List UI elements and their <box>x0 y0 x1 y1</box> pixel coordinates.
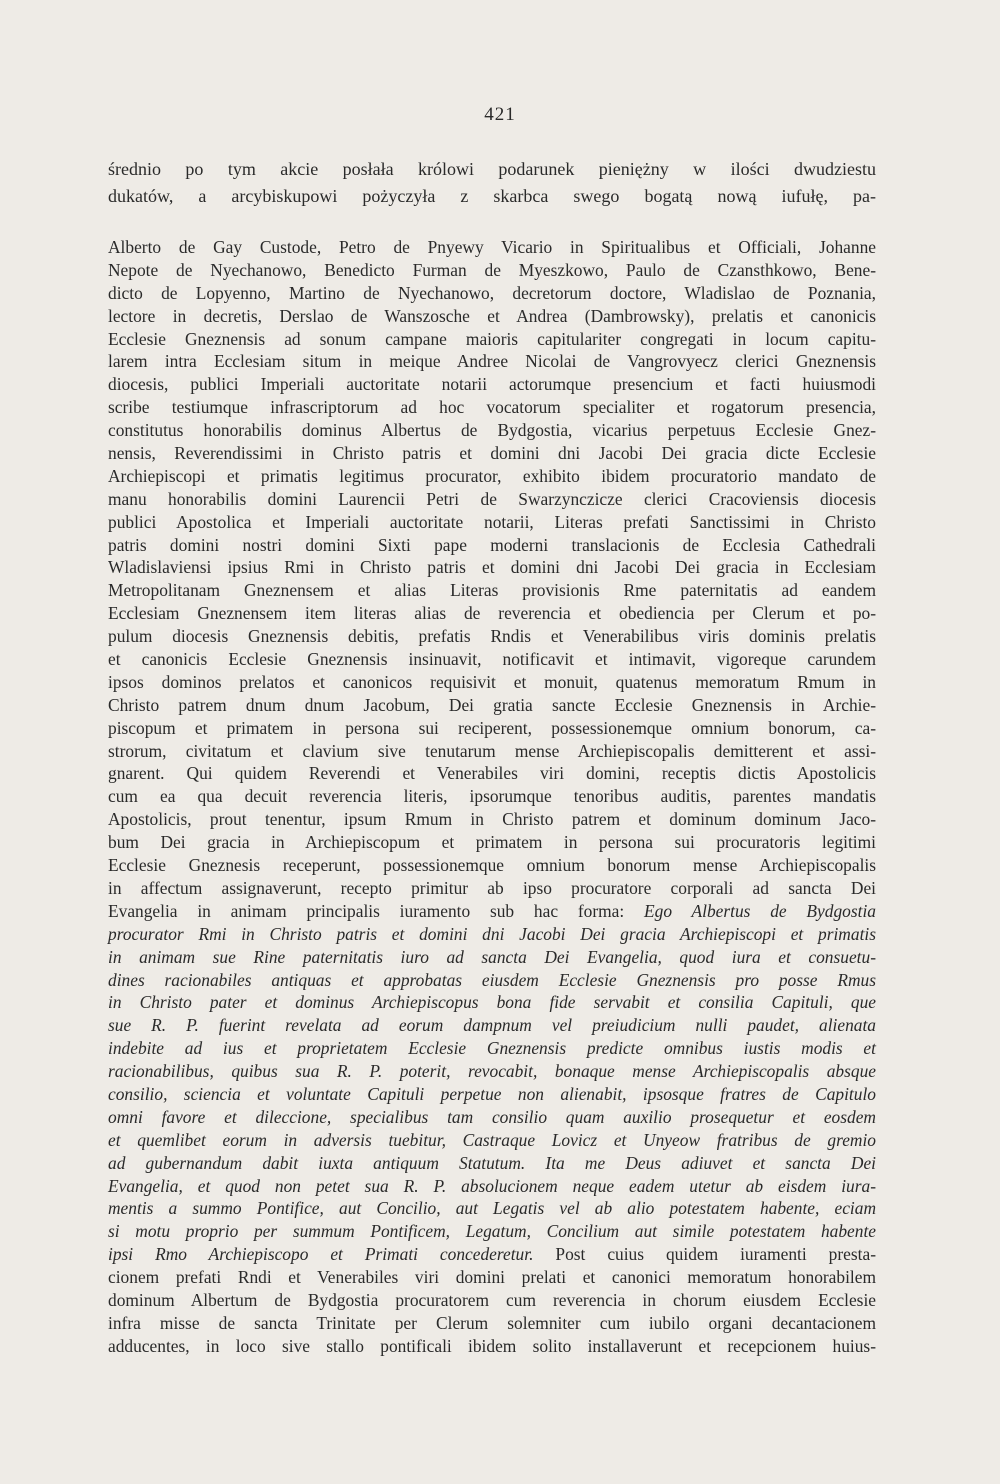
text-line: Nepote de Nyechanowo, Benedicto Furman de Myeszkowo, Paulo de Czansthkowo, Bene- <box>108 259 876 280</box>
text-line: mentis a summo Pontifice, aut Concilio, aut Legatis vel ab alio potestatem habente, eciam <box>108 1198 876 1219</box>
text-line: ipsos dominos prelatos et canonicos requisivit et monuit, quatenus memoratum Rmum in <box>108 671 876 692</box>
text-line: et quemlibet eorum in adversis tuebitur, Castraque Lovicz et Unyeow fratribus de gremio <box>108 1129 876 1150</box>
text-line: in Christo pater et dominus Archiepiscopus bona fide servabit et consilia Capituli, que <box>108 992 876 1013</box>
text-line: Ecclesie Gneznesis receperunt, possessionemque omnium bonorum mense Archiepiscopalis <box>108 855 876 876</box>
text-line: consilio, sciencia et voluntate Capituli perpetue non alienabit, ipsosque fratres de Capitulo <box>108 1083 876 1104</box>
roman-segment: Post cuius quidem iuramenti presta- <box>533 1244 876 1265</box>
text-line: strorum, civitatum et clavium sive tenutarum mense Archiepiscopalis demitterent et assi- <box>108 740 876 761</box>
text-line: Christo patrem dnum dnum Jacobum, Dei gratia sancte Ecclesie Gneznensis in Archie- <box>108 694 876 715</box>
text-line: dukatów, a arcybiskupowi pożyczyła z skarbca swego bogatą nową iufułę, pa- <box>108 186 876 206</box>
text-line <box>108 1243 876 1266</box>
text-line: si motu proprio per summum Pontificem, Legatum, Concilium aut simile potestatem habente <box>108 1221 876 1242</box>
text-line: omni favore et dileccione, specialibus tam consilio quam auxilio prosequetur et eosdem <box>108 1106 876 1127</box>
text-line: Ecclesiam Gneznensem item literas alias de reverencia et obediencia per Clerum et po- <box>108 603 876 624</box>
text-line: pulum diocesis Gneznensis debitis, prefatis Rndis et Venerabilibus viris dominis prelatis <box>108 626 876 647</box>
text-line: et canonicis Ecclesie Gneznensis insinuavit, notificavit et intimavit, vigoreque carundem <box>108 649 876 670</box>
text-line: larem intra Ecclesiam situm in meique Andree Nicolai de Vangrovyecz clerici Gneznensis <box>108 351 876 372</box>
text-line: racionabilibus, quibus sua R. P. poterit, revocabit, bonaque mense Archiepiscopalis absque <box>108 1061 876 1082</box>
latin-charter-text <box>108 236 876 1358</box>
text-line: infra misse de sancta Trinitate per Clerum solemniter cum iubilo organi decantacionem <box>108 1312 876 1333</box>
text-line: publici Apostolica et Imperiali auctoritate notarii, Literas prefati Sanctissimi in Christo <box>108 511 876 532</box>
text-line: bum Dei gracia in Archiepiscopum et primatem in persona sui procuratoris legitimi <box>108 832 876 853</box>
text-line: Ecclesie Gneznensis ad sonum campane maioris capitulariter congregati in locum capitu- <box>108 328 876 349</box>
text-line: constitutus honorabilis dominus Albertus de Bydgostia, vicarius perpetuus Ecclesie Gnez- <box>108 420 876 441</box>
text-line: in affectum assignaverunt, recepto primitur ab ipso procuratore corporali ad sancta Dei <box>108 877 876 898</box>
text-line: dines racionabiles antiquas et approbatas eiusdem Ecclesie Gneznensis pro posse Rmus <box>108 969 876 990</box>
italic-segment: ipsi Rmo Archiepiscopo et Primati concederetur. <box>108 1244 534 1265</box>
text-line: piscopum et primatem in persona sui reciperent, possessionemque omnium bonorum, ca- <box>108 717 876 738</box>
text-line: Metropolitanam Gneznensem et alias Literas provisionis Rme paternitatis ad eandem <box>108 580 876 601</box>
text-line: scribe testiumque infrascriptorum ad hoc vocatorum specialiter et rogatorum presencia, <box>108 397 876 418</box>
text-line: adducentes, in loco sive stallo pontificali ibidem solito installaverunt et recepcionem huius- <box>108 1335 876 1356</box>
text-line: Evangelia, et quod non petet sua R. P. absolucionem neque eadem utetur ab eisdem iura- <box>108 1175 876 1196</box>
text-line: dicto de Lopyenno, Martino de Nyechanowo, decretorum doctore, Wladislao de Poznania, <box>108 282 876 303</box>
text-line: gnarent. Qui quidem Reverendi et Venerabiles viri domini, receptis dictis Apostolicis <box>108 763 876 784</box>
text-line <box>108 900 876 923</box>
italic-segment: Ego Albertus de Bydgostia <box>644 900 876 921</box>
text-line: Alberto de Gay Custode, Petro de Pnyewy Vicario in Spiritualibus et Officiali, Johanne <box>108 237 876 257</box>
text-line: cum ea qua decuit reverencia literis, ipsorumque tenoribus auditis, parentes mandatis <box>108 786 876 807</box>
text-line: diocesis, publici Imperiali auctoritate notarii actorumque presencium et facti huiusmodi <box>108 374 876 395</box>
roman-segment: Evangelia in animam principalis iuramento sub hac forma: <box>108 900 644 921</box>
text-line: patris domini nostri domini Sixti pape moderni translacionis de Ecclesia Cathedrali <box>108 534 876 555</box>
text-line: średnio po tym akcie posłała królowi podarunek pieniężny w ilości dwudziestu <box>108 159 876 179</box>
text-line: ad gubernandum dabit iuxta antiquum Statutum. Ita me Deus adiuvet et sancta Dei <box>108 1152 876 1173</box>
text-line: indebite ad ius et proprietatem Ecclesie Gneznensis predicte omnibus iustis modis et <box>108 1038 876 1059</box>
text-line: Apostolicis, prout tenentur, ipsum Rmum in Christo patrem et dominum dominum Jaco- <box>108 809 876 830</box>
page-number: 421 <box>484 104 516 125</box>
text-line: dominum Albertum de Bydgostia procuratorem cum reverencia in chorum eiusdem Ecclesie <box>108 1289 876 1310</box>
text-line: Wladislaviensi ipsius Rmi in Christo patris et domini dni Jacobi Dei gracia in Ecclesiam <box>108 557 876 578</box>
text-line: in animam sue Rine paternitatis iuro ad sancta Dei Evangelia, quod iura et consuetu- <box>108 946 876 967</box>
text-line: lectore in decretis, Derslao de Wanszosche et Andrea (Dambrowsky), prelatis et canonicis <box>108 305 876 326</box>
text-line: sue R. P. fuerint revelata ad eorum dampnum vel preiudicium nulli paudet, alienata <box>108 1015 876 1036</box>
text-line: manu honorabilis domini Laurencii Petri de Swarzynczicze clerici Cracoviensis diocesis <box>108 488 876 509</box>
text-line: cionem prefati Rndi et Venerabiles viri domini prelati et canonici memoratum honorabilem <box>108 1267 876 1288</box>
text-line: procurator Rmi in Christo patris et domini dni Jacobi Dei gracia Archiepiscopi et primatis <box>108 923 876 944</box>
polish-paragraph <box>108 156 876 210</box>
text-line: Archiepiscopi et primatis legitimus procurator, exhibito ibidem procuratorio mandato de <box>108 465 876 486</box>
text-line: nensis, Reverendissimi in Christo patris et domini dni Jacobi Dei gracia dicte Ecclesie <box>108 443 876 464</box>
